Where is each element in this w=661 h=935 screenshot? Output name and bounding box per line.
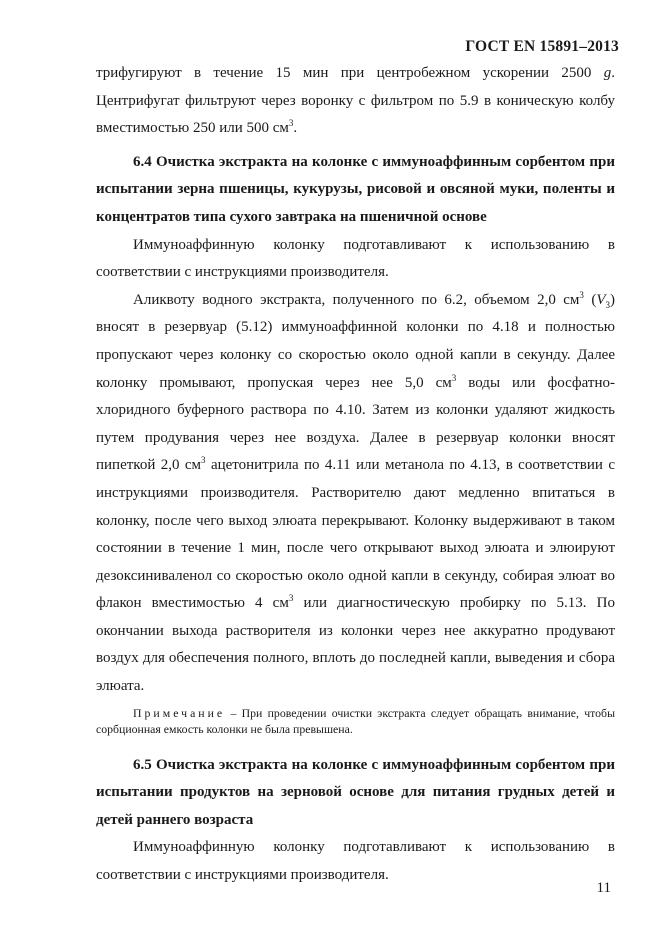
text-span: трифугируют в течение 15 мин при центробежном ускорении 2500 bbox=[96, 65, 604, 81]
text-span: ) вносят в резервуар (5.12) иммуноаффинной колонки по 4.18 и полностью пропускают через колонку со скоростью около одной капли в секунду. Далее колонку промывают, пропуская через нее 5,0 см bbox=[96, 291, 615, 391]
section-6-4-paragraph-2 bbox=[96, 287, 615, 701]
text-span: или диагностическую пробирку по 5.13. По окончании выхода растворителя из колонки через нее аккуратно продувают воздух для обеспечения полного, вплоть до последней капли, выведения и сбора элюата. bbox=[96, 595, 615, 695]
note-text: – При проведении очистки экстракта следует обращать внимание, чтобы сорбционная емкость колонки не была превышена. bbox=[96, 705, 615, 737]
text-span: . bbox=[293, 120, 298, 137]
section-6-4-heading: 6.4 Очистка экстракта на колонке с иммуноаффинным сорбентом при испытании зерна пшеницы, кукурузы, рисовой и овсяной муки, поленты и концентратов типа сухого завтрака на пшеничной основе bbox=[96, 153, 615, 225]
note-label: Примечание bbox=[133, 705, 226, 720]
superscript: 3 bbox=[201, 455, 206, 466]
text-span: ацетонитрила по 4.11 или метанола по 4.13, в соответствии с инструкциями производителя. Растворителю дают медленно впитаться в колонку, после чего выход элюата перекрывают. Колонку выдерживают в таком состоянии в течение 1 мин, после чего открывают выход элюата и элюируют дезоксиниваленол со скоростью около одной капли в секунду, собирая элюат во флакон вместимостью 4 см bbox=[96, 457, 615, 612]
section-6-4-paragraph-1: Иммуноаффинную колонку подготавливают к использованию в соответствии с инструкциями производителя. bbox=[96, 236, 615, 281]
text-span: . Центрифугат фильтруют через воронку с фильтром по 5.9 в коническую колбу вместимостью 250 или 500 см bbox=[96, 65, 615, 137]
text-span: воды или фосфатно-хлоридного буферного раствора по 4.10. Затем из колонки удаляют жидкость путем продувания через нее воздуха. Далее в резервуар колонки вносят пипеткой 2,0 см bbox=[96, 374, 615, 474]
text-span: ( bbox=[583, 291, 597, 308]
superscript: 3 bbox=[451, 372, 457, 383]
document-header-code: ГОСТ EN 15891–2013 bbox=[465, 38, 619, 55]
subscript: 3 bbox=[605, 299, 610, 310]
section-6-4-note bbox=[96, 705, 615, 738]
superscript: 3 bbox=[579, 289, 584, 300]
text-span: Аликвоту водного экстракта, полученного по 6.2, объемом 2,0 см bbox=[133, 291, 580, 308]
section-6-5-heading: 6.5 Очистка экстракта на колонке с иммуноаффинным сорбентом при испытании продуктов на зерновой основе для питания грудных детей и детей раннего возраста bbox=[96, 756, 615, 828]
superscript: 3 bbox=[288, 118, 294, 129]
page-number: 11 bbox=[596, 880, 611, 896]
page-body bbox=[96, 60, 615, 890]
superscript: 3 bbox=[288, 593, 294, 604]
section-6-5-paragraph-1: Иммуноаффинную колонку подготавливают к использованию в соответствии с инструкциями производителя. bbox=[96, 839, 615, 884]
g-symbol: g bbox=[603, 65, 612, 81]
continuation-paragraph bbox=[96, 60, 615, 143]
v-symbol: V bbox=[596, 291, 606, 308]
